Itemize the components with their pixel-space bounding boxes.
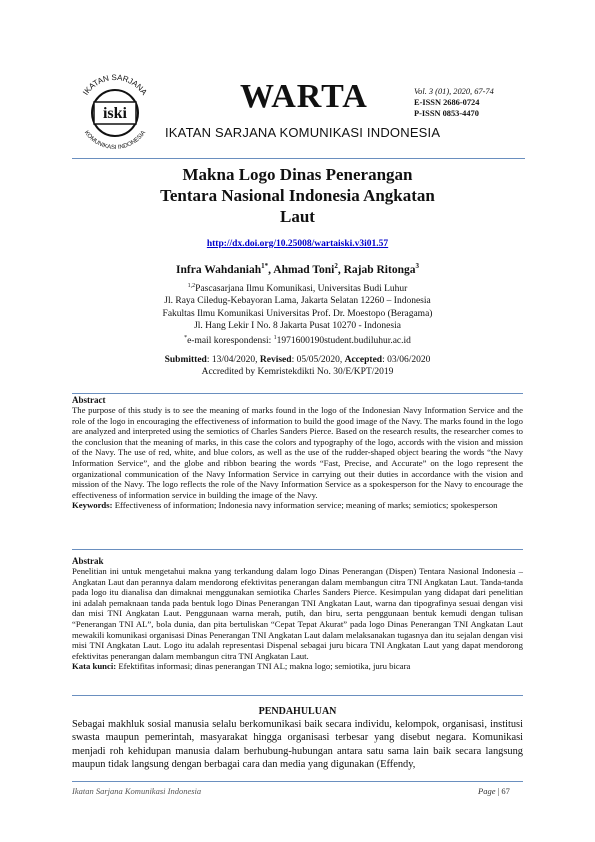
email-label: e-mail korespondensi: [187, 336, 274, 347]
svg-text:KOMUNIKASI INDONESIA [83, 130, 147, 151]
email-line [72, 332, 523, 347]
abstrak-label: Abstrak [72, 556, 104, 566]
svg-text:IKATAN SARJANA [81, 73, 149, 97]
abstract-rule [72, 393, 523, 394]
accreditation: Accredited by Kemristekdikti No. 30/E/KPT/2019 [201, 367, 394, 377]
affil-text: Pascasarjana Ilmu Komunikasi, Universitas Budi Luhur [195, 284, 408, 295]
submitted-date: : 13/04/2020, [206, 355, 260, 365]
journal-title: WARTA [240, 78, 368, 115]
author-sup: 3 [415, 262, 419, 270]
kata-kunci-text: Efektifitas informasi; dinas penerangan TNI AL; makna logo; semiotika, juru bicara [116, 661, 411, 672]
affiliation-line: Jl. Raya Ciledug-Kebayoran Lama, Jakarta Selatan 12260 – Indonesia [164, 296, 431, 307]
page-sep: | [495, 786, 502, 796]
keywords-label: Keywords: [72, 500, 113, 511]
abstrak-rule [72, 549, 523, 550]
affil-sup: 1,2 [187, 283, 196, 289]
page-label: Page [478, 786, 496, 796]
page-number [478, 786, 510, 796]
history-line [72, 354, 523, 366]
abstract-id-text: Penelitian ini untuk mengetahui makna yang terkandung dalam logo Dinas Penerangan (Dispen) Tentara Nasional Indonesia – Angkatan Laut dan perannya dalam mendorong efektivitas penerangan dalam membangun citra TNI Angkatan Laut. Tanda-tanda pada logo itu dianalisa dan dimaknai menggunakan semiotika Charles Sanders Pierce. Kesimpulan yang didapat dari penelitian ini adalah pemaknaan tanda pada bentuk logo Dinas Penerangan TNI Angkatan Laut, warna dan tipografinya sesuai dengan visi dan misi TNI Angkatan Laut. Penggunaan warna merah, putih, dan biru, serta penggunaan bentuk kemudi dengan tulisan “Penerangan TNI AL”, bola dunia, dan pita bertuliskan “Cepat Tepat Akurat” pada logo Dinas Penerangan TNI Angkatan Laut mewakili komunikasi organisasi Dinas Penerangan TNI Angkatan Laut dalam melaksanakan tugasnya dan itu sejalan dengan visi misi TNI Angkatan Laut. Logo itu adalah representasi Dispenal sebagai juru bicara TNI Angkatan Laut yang dapat mendorong efektivitas penerangan dalam membangun citra TNI Angkatan Laut. [72, 566, 523, 661]
journal-meta [414, 86, 494, 119]
accepted-date: : 03/06/2020 [382, 355, 431, 365]
header-rule [72, 158, 525, 159]
article-dates [72, 354, 523, 378]
affiliation-line [72, 280, 523, 295]
author-name: Infra Wahdaniah [176, 263, 262, 276]
revised-date: : 05/05/2020, [291, 355, 345, 365]
keywords-id [72, 661, 523, 672]
volume-info: Vol. 3 (01), 2020, 67-74 [414, 87, 494, 96]
kata-kunci-label: Kata kunci: [72, 661, 117, 672]
keywords-en [72, 500, 523, 511]
doi [72, 239, 523, 249]
abstract-en-text: The purpose of this study is to see the meaning of marks found in the logo of the Indonesian Navy Information Service and the role of the logo in encouraging the effectiveness of information to build the good image of the Navy. The marks found in the logo are analyzed and interpreted using the semiotics of Charles Sanders Pierce. Based on the research results, the researcher comes to the conclusion that the meaning of marks, in this case the colors and typography of the logo, accords with the vision and mission of the Navy. The use of red, white, and blue colors, as well as the use of the rudder-shaped object bearing the words “the Navy Information Service”, and the globe and ribbon bearing the words “Fast, Precise, and Accurate” on the logo represent the organizational communication of the Navy Information Service in carrying out their duties in accordance with the vision and mission of the Navy. The logo reflects the role of the Navy Information Service as a spokesperson for the Navy to encourage the effectiveness of information service in building the image of the Navy. [72, 405, 523, 500]
authors: Infra Wahdaniah$^{1*}$, Ahmad Toni$^2$, Rajab Ritonga$^3$ [176, 262, 419, 276]
iski-logo [72, 70, 158, 156]
submitted-label: Submitted [164, 355, 207, 365]
email-sup: * [184, 335, 188, 342]
page-num: 67 [501, 786, 510, 796]
section-title: PENDAHULUAN [258, 706, 337, 717]
email-sup: 1 [273, 335, 277, 342]
affiliations [72, 280, 523, 348]
organization-name: IKATAN SARJANA KOMUNIKASI INDONESIA [165, 125, 441, 140]
abstract-id [72, 566, 523, 672]
author-name: Rajab Ritonga [343, 263, 416, 276]
pissn: P-ISSN 0853-4470 [414, 109, 479, 118]
author-sup: 1* [261, 262, 269, 270]
body-paragraph: Sebagai makhluk sosial manusia selalu berkomunikasi baik secara individu, kelompok, organisasi, institusi swasta maupun pemerintah, masyarakat hingga organisasi terbesar yang disebut negara. Komunikasi menjadi roh kehidupan manusia dalam berhubung-hubungan antara satu sama lain baik secara langsung maupun tidak langsung dengan berbagai cara dan media yang digunakan (Effendy, [72, 719, 523, 771]
logo-center-text: iski [102, 105, 128, 122]
title-line: Makna Logo Dinas Penerangan [182, 165, 413, 184]
doi-link[interactable]: http://dx.doi.org/10.25008/wartaiski.v3i01.57 [206, 239, 389, 249]
footer-rule [72, 781, 523, 782]
logo-top-text: IKATAN SARJANA [81, 72, 149, 97]
accepted-label: Accepted [344, 355, 383, 365]
footer-org: Ikatan Sarjana Komunikasi Indonesia [72, 786, 202, 796]
article-title [72, 164, 523, 227]
affiliation-line: Jl. Hang Lekir I No. 8 Jakarta Pusat 10270 - Indonesia [194, 321, 401, 332]
email-address: 1971600190student.budiluhur.ac.id [276, 336, 411, 347]
affiliation-line: Fakultas Ilmu Komunikasi Universitas Prof. Dr. Moestopo (Beragama) [162, 308, 433, 319]
author-name: Ahmad Toni [273, 263, 335, 276]
title-line: Laut [280, 207, 315, 226]
abstract-label: Abstract [72, 395, 106, 405]
keywords-text: Effectiveness of information; Indonesia navy information service; meaning of marks; semiotics; spokesperson [112, 500, 498, 511]
section-rule [72, 695, 523, 696]
author-sup: 2 [334, 262, 338, 270]
logo-bottom-text: KOMUNIKASI INDONESIA [82, 129, 148, 152]
revised-label: Revised [259, 355, 292, 365]
title-line: Tentara Nasional Indonesia Angkatan [160, 186, 435, 205]
eissn: E-ISSN 2686-0724 [414, 98, 480, 107]
abstract-en [72, 405, 523, 511]
